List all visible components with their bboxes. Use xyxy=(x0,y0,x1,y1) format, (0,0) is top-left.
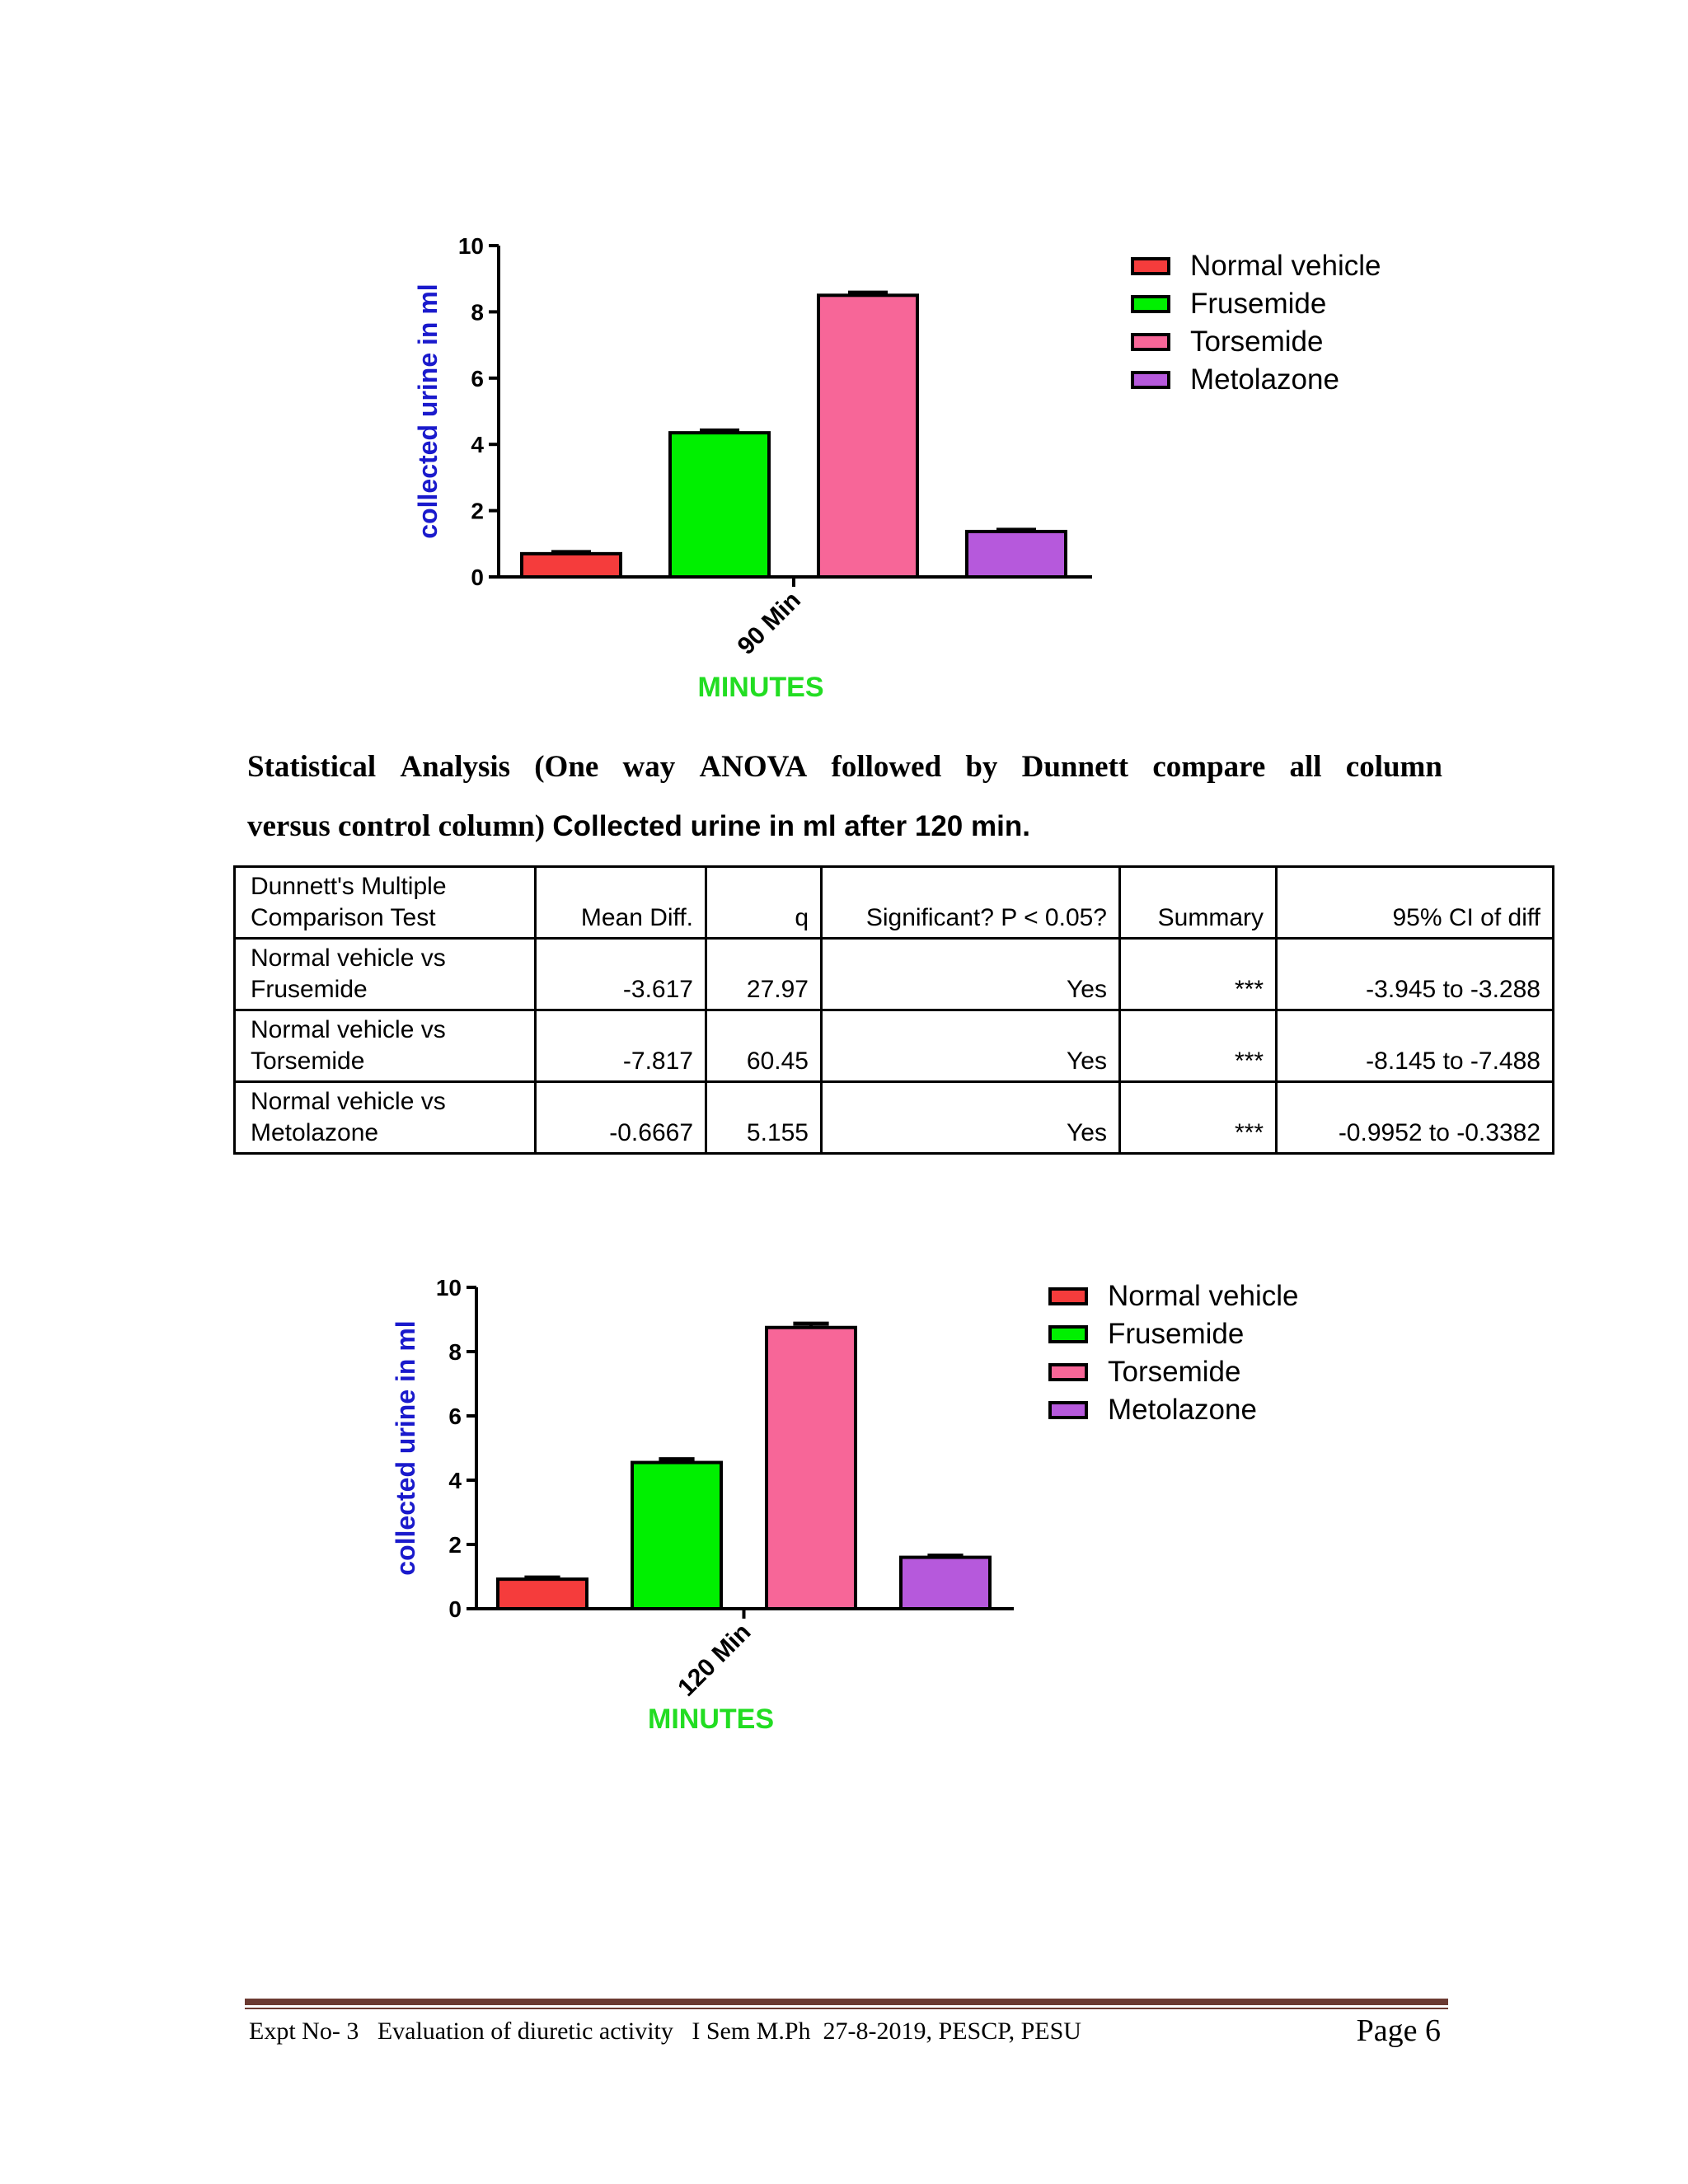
row-significant: Yes xyxy=(822,1082,1120,1154)
legend-item xyxy=(1131,247,1381,285)
legend-label: Metolazone xyxy=(1108,1394,1257,1426)
heading-word: column xyxy=(1345,750,1442,784)
footer-rule xyxy=(245,1999,1448,2005)
row-mean-diff: -3.617 xyxy=(536,939,706,1010)
legend-item xyxy=(1131,285,1381,323)
bar-normal-vehicle xyxy=(498,1579,587,1609)
y-tick-label: 0 xyxy=(448,1596,462,1622)
legend-label: Normal vehicle xyxy=(1190,250,1381,282)
row-q: 60.45 xyxy=(706,1010,822,1082)
legend-swatch xyxy=(1131,295,1170,313)
chart-90-min xyxy=(330,223,1484,717)
heading-word: ANOVA xyxy=(699,750,808,784)
row-ci: -0.9952 to -0.3382 xyxy=(1277,1082,1554,1154)
footer-rule-thin xyxy=(245,2008,1448,2009)
legend-swatch xyxy=(1131,257,1170,275)
legend-item xyxy=(1048,1277,1298,1315)
header-significant: Significant? P < 0.05? xyxy=(822,867,1120,939)
bar-torsemide xyxy=(818,295,917,577)
x-axis-label: MINUTES xyxy=(697,672,824,703)
legend-item xyxy=(1131,323,1381,361)
legend-label: Frusemide xyxy=(1108,1318,1245,1350)
row-significant: Yes xyxy=(822,939,1120,1010)
chart-120-min xyxy=(330,1269,1484,1764)
legend-swatch xyxy=(1048,1363,1088,1381)
header-mean-diff: Mean Diff. xyxy=(536,867,706,939)
row-q: 27.97 xyxy=(706,939,822,1010)
heading-word: Dunnett xyxy=(1021,750,1129,784)
y-tick-label: 4 xyxy=(448,1468,462,1493)
page-number: Page 6 xyxy=(1356,2013,1441,2048)
heading-line-1 xyxy=(247,738,1442,797)
table-row xyxy=(235,1010,1554,1082)
y-tick-label: 8 xyxy=(448,1339,462,1365)
row-summary: *** xyxy=(1120,939,1277,1010)
y-tick-label: 6 xyxy=(448,1404,462,1429)
legend-label: Frusemide xyxy=(1190,288,1327,320)
row-comparison-line1: Normal vehicle vs xyxy=(251,1088,446,1115)
y-tick-label: 10 xyxy=(435,1275,462,1301)
legend-label: Torsemide xyxy=(1108,1356,1241,1388)
y-tick-label: 2 xyxy=(471,498,484,524)
header-ci: 95% CI of diff xyxy=(1277,867,1554,939)
y-tick-label: 10 xyxy=(457,233,484,259)
legend-label: Torsemide xyxy=(1190,326,1324,358)
legend-swatch xyxy=(1131,333,1170,351)
row-comparison xyxy=(235,1082,536,1154)
row-comparison xyxy=(235,1010,536,1082)
bar-metolazone xyxy=(901,1558,990,1609)
y-axis-label: collected urine in ml xyxy=(413,284,443,539)
bar-torsemide xyxy=(767,1328,856,1609)
footer-text: Expt No- 3 Evaluation of diuretic activity I Sem M.Ph 27-8-2019, PESCP, PESU xyxy=(249,2018,1081,2045)
bar-frusemide xyxy=(632,1463,721,1609)
heading-word: way xyxy=(622,750,676,784)
row-comparison-line2: Frusemide xyxy=(251,976,368,1003)
row-comparison-line2: Metolazone xyxy=(251,1119,379,1146)
heading-word: by xyxy=(965,750,998,784)
chart-legend xyxy=(1131,247,1381,399)
table-row xyxy=(235,1082,1554,1154)
table-row xyxy=(235,939,1554,1010)
header-test xyxy=(235,867,536,939)
legend-label: Normal vehicle xyxy=(1108,1280,1299,1312)
legend-swatch xyxy=(1048,1287,1088,1305)
dunnett-comparison-table xyxy=(233,865,1554,1155)
row-comparison xyxy=(235,939,536,1010)
row-mean-diff: -7.817 xyxy=(536,1010,706,1082)
row-significant: Yes xyxy=(822,1010,1120,1082)
heading-line-2-rest: Collected urine in ml after 120 min. xyxy=(552,810,1030,842)
y-tick-label: 6 xyxy=(471,365,484,391)
y-tick-label: 4 xyxy=(471,432,484,458)
heading-word: (One xyxy=(534,750,599,784)
row-ci: -3.945 to -3.288 xyxy=(1277,939,1554,1010)
bar-frusemide xyxy=(670,433,769,577)
x-axis-label: MINUTES xyxy=(648,1704,774,1735)
row-ci: -8.145 to -7.488 xyxy=(1277,1010,1554,1082)
legend-swatch xyxy=(1048,1325,1088,1343)
legend-label: Metolazone xyxy=(1190,363,1339,396)
heading-word: compare xyxy=(1152,750,1266,784)
legend-item xyxy=(1048,1353,1298,1391)
row-summary: *** xyxy=(1120,1010,1277,1082)
heading-word: Analysis xyxy=(400,750,511,784)
bar-normal-vehicle xyxy=(522,554,621,577)
y-tick-label: 0 xyxy=(471,565,484,590)
row-comparison-line1: Normal vehicle vs xyxy=(251,1016,446,1043)
row-comparison-line1: Normal vehicle vs xyxy=(251,944,446,972)
legend-swatch xyxy=(1131,371,1170,389)
row-q: 5.155 xyxy=(706,1082,822,1154)
heading-word: all xyxy=(1289,750,1322,784)
heading-line-2 xyxy=(247,797,1442,856)
bar-metolazone xyxy=(967,532,1066,577)
legend-item xyxy=(1131,361,1381,399)
header-summary: Summary xyxy=(1120,867,1277,939)
header-test-line1: Dunnett's Multiple xyxy=(251,873,447,900)
bar-chart-svg xyxy=(330,1269,1484,1764)
legend-swatch xyxy=(1048,1401,1088,1419)
header-test-line2: Comparison Test xyxy=(251,904,436,931)
row-comparison-line2: Torsemide xyxy=(251,1047,365,1075)
x-tick-label: 120 Min xyxy=(673,1618,757,1702)
y-tick-label: 2 xyxy=(448,1532,462,1558)
header-q: q xyxy=(706,867,822,939)
legend-item xyxy=(1048,1391,1298,1429)
y-tick-label: 8 xyxy=(471,299,484,326)
legend-item xyxy=(1048,1315,1298,1353)
table-header-row xyxy=(235,867,1554,939)
y-axis-label: collected urine in ml xyxy=(391,1320,420,1576)
heading-word: Statistical xyxy=(247,750,377,784)
row-summary: *** xyxy=(1120,1082,1277,1154)
statistical-analysis-heading xyxy=(247,738,1442,856)
heading-line-2-serif: versus control column) xyxy=(247,809,546,843)
x-tick-label: 90 Min xyxy=(732,586,806,660)
chart-legend xyxy=(1048,1277,1298,1429)
row-mean-diff: -0.6667 xyxy=(536,1082,706,1154)
heading-word: followed xyxy=(831,750,942,784)
